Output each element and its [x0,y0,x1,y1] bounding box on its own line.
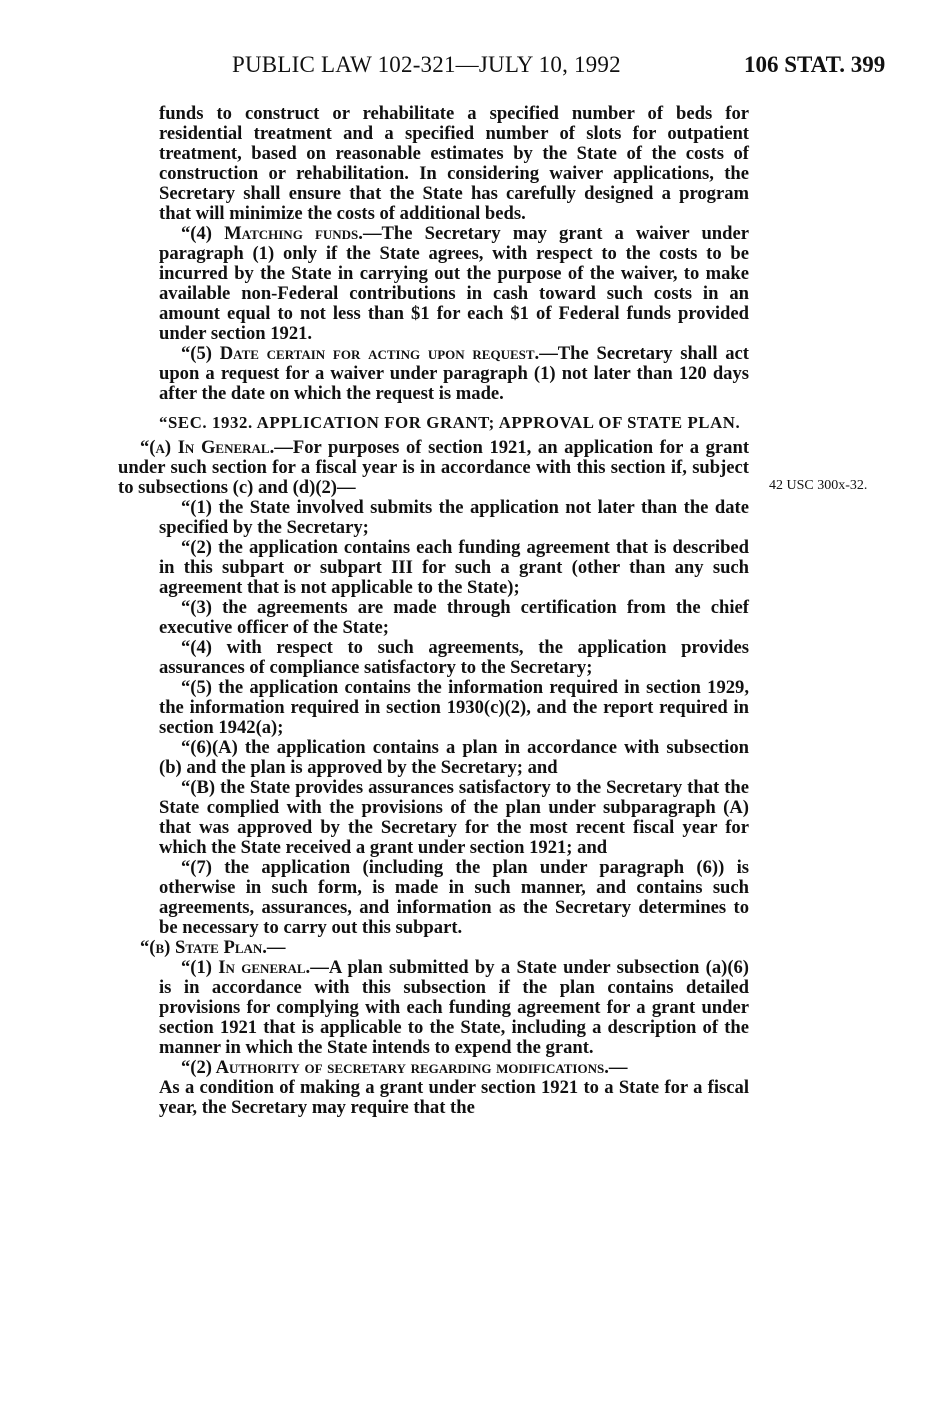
continued-paragraph: funds to construct or rehabilitate a specified number of beds for residential treatment and a specified number of slots for outpatient treatment, based on reasonable estimates by the State of the costs of construction or rehabilitation. In considering waiver applications, the Secretary shall ensure that the State has carefully designed a program that will minimize the costs of additional beds. [159,103,749,224]
subsection-a-paragraph-6a: “(6)(A) the application contains a plan in accordance with subsection (b) and the plan is approved by the Secretary; and [159,737,749,778]
subsection-a-heading: “(a) In General. [140,437,275,458]
subsection-b-paragraph-2-dash: — [608,1057,628,1078]
margin-citation: 42 USC 300x-32. [769,478,868,493]
paragraph-4-matching-funds [118,224,749,344]
running-header-title: PUBLIC LAW 102-321—JULY 10, 1992 [232,52,621,77]
subsection-a-paragraph-2: “(2) the application contains each funding agreement that is described in this subpart or subpart III for such a grant (other than any such agreement that is not applicable to the State); [159,537,749,598]
subsection-b-heading: “(b) State Plan. [140,937,267,958]
subsection-b-paragraph-1-body: —A plan submitted by a State under subsection (a)(6) is in accordance with this subsection if the plan contains detailed provisions for complying with each funding agreement for a grant under section 1921 that is applicable to the State, including a description of the manner in which the State intends to expend the grant. [159,957,750,1058]
subsection-a-paragraph-6b: “(B) the State provides assurances satisfactory to the Secretary that the State complied with the provisions of the plan under subparagraph (A) that was approved by the Secretary for the most recent fiscal year for which the State received a grant under section 1921; and [159,777,749,858]
subsection-b-paragraph-2 [118,1058,749,1078]
paragraph-4-heading: “(4) Matching funds. [181,223,363,244]
paragraph-5-date-certain [118,344,749,404]
subsection-a-paragraph-7: “(7) the application (including the plan under paragraph (6)) is otherwise in such form, is made in such manner, and contains such agreements, assurances, and information as the Secretary determines to be necessary to carry out this subpart. [159,857,749,938]
paragraph-5-body: —The Secretary shall act upon a request for a waiver under paragraph (1) not later than 120 days after the date on which the request is made. [159,343,749,404]
subsection-a-paragraph-1: “(1) the State involved submits the application not later than the date specified by the Secretary; [159,497,749,538]
paragraph-5-heading: “(5) Date certain for acting upon request. [181,343,540,364]
statute-body-text [118,104,749,1118]
subsection-a-paragraph-5: “(5) the application contains the information required in section 1929, the information required in section 1930(c)(2), and the report required in section 1942(a); [159,677,749,738]
subsection-a-paragraph-3: “(3) the agreements are made through certification from the chief executive officer of the State; [159,597,749,638]
subsection-b-dash: — [266,937,286,958]
subsection-b-paragraph-1 [118,958,749,1058]
subsection-b-paragraph-2-body: As a condition of making a grant under section 1921 to a State for a fiscal year, the Secretary may require that the [159,1077,749,1118]
running-header-stat-page: 106 STAT. 399 [744,52,886,77]
subsection-b-paragraph-1-heading: “(1) In general. [181,957,311,978]
subsection-b-paragraph-2-heading: “(2) Authority of secretary regarding modifications. [181,1057,609,1078]
section-1932-heading: “SEC. 1932. APPLICATION FOR GRANT; APPROVAL OF STATE PLAN. [159,413,741,432]
subsection-a-body: —For purposes of section 1921, an application for a grant under such section for a fiscal year is in accordance with this section if, subject to subsections (c) and (d)(2)— [118,437,750,498]
subsection-a-paragraph-4: “(4) with respect to such agreements, the application provides assurances of compliance satisfactory to the Secretary; [159,637,749,678]
subsection-b-state-plan [118,938,749,958]
subsection-a-in-general [118,438,749,498]
paragraph-4-body: —The Secretary may grant a waiver under paragraph (1) only if the State agrees, with respect to the costs to be incurred by the State in carrying out the purpose of the waiver, to make available non-Federal contributions in cash toward such costs in an amount equal to not less than $1 for each $1 of Federal funds provided under section 1921. [159,223,749,344]
